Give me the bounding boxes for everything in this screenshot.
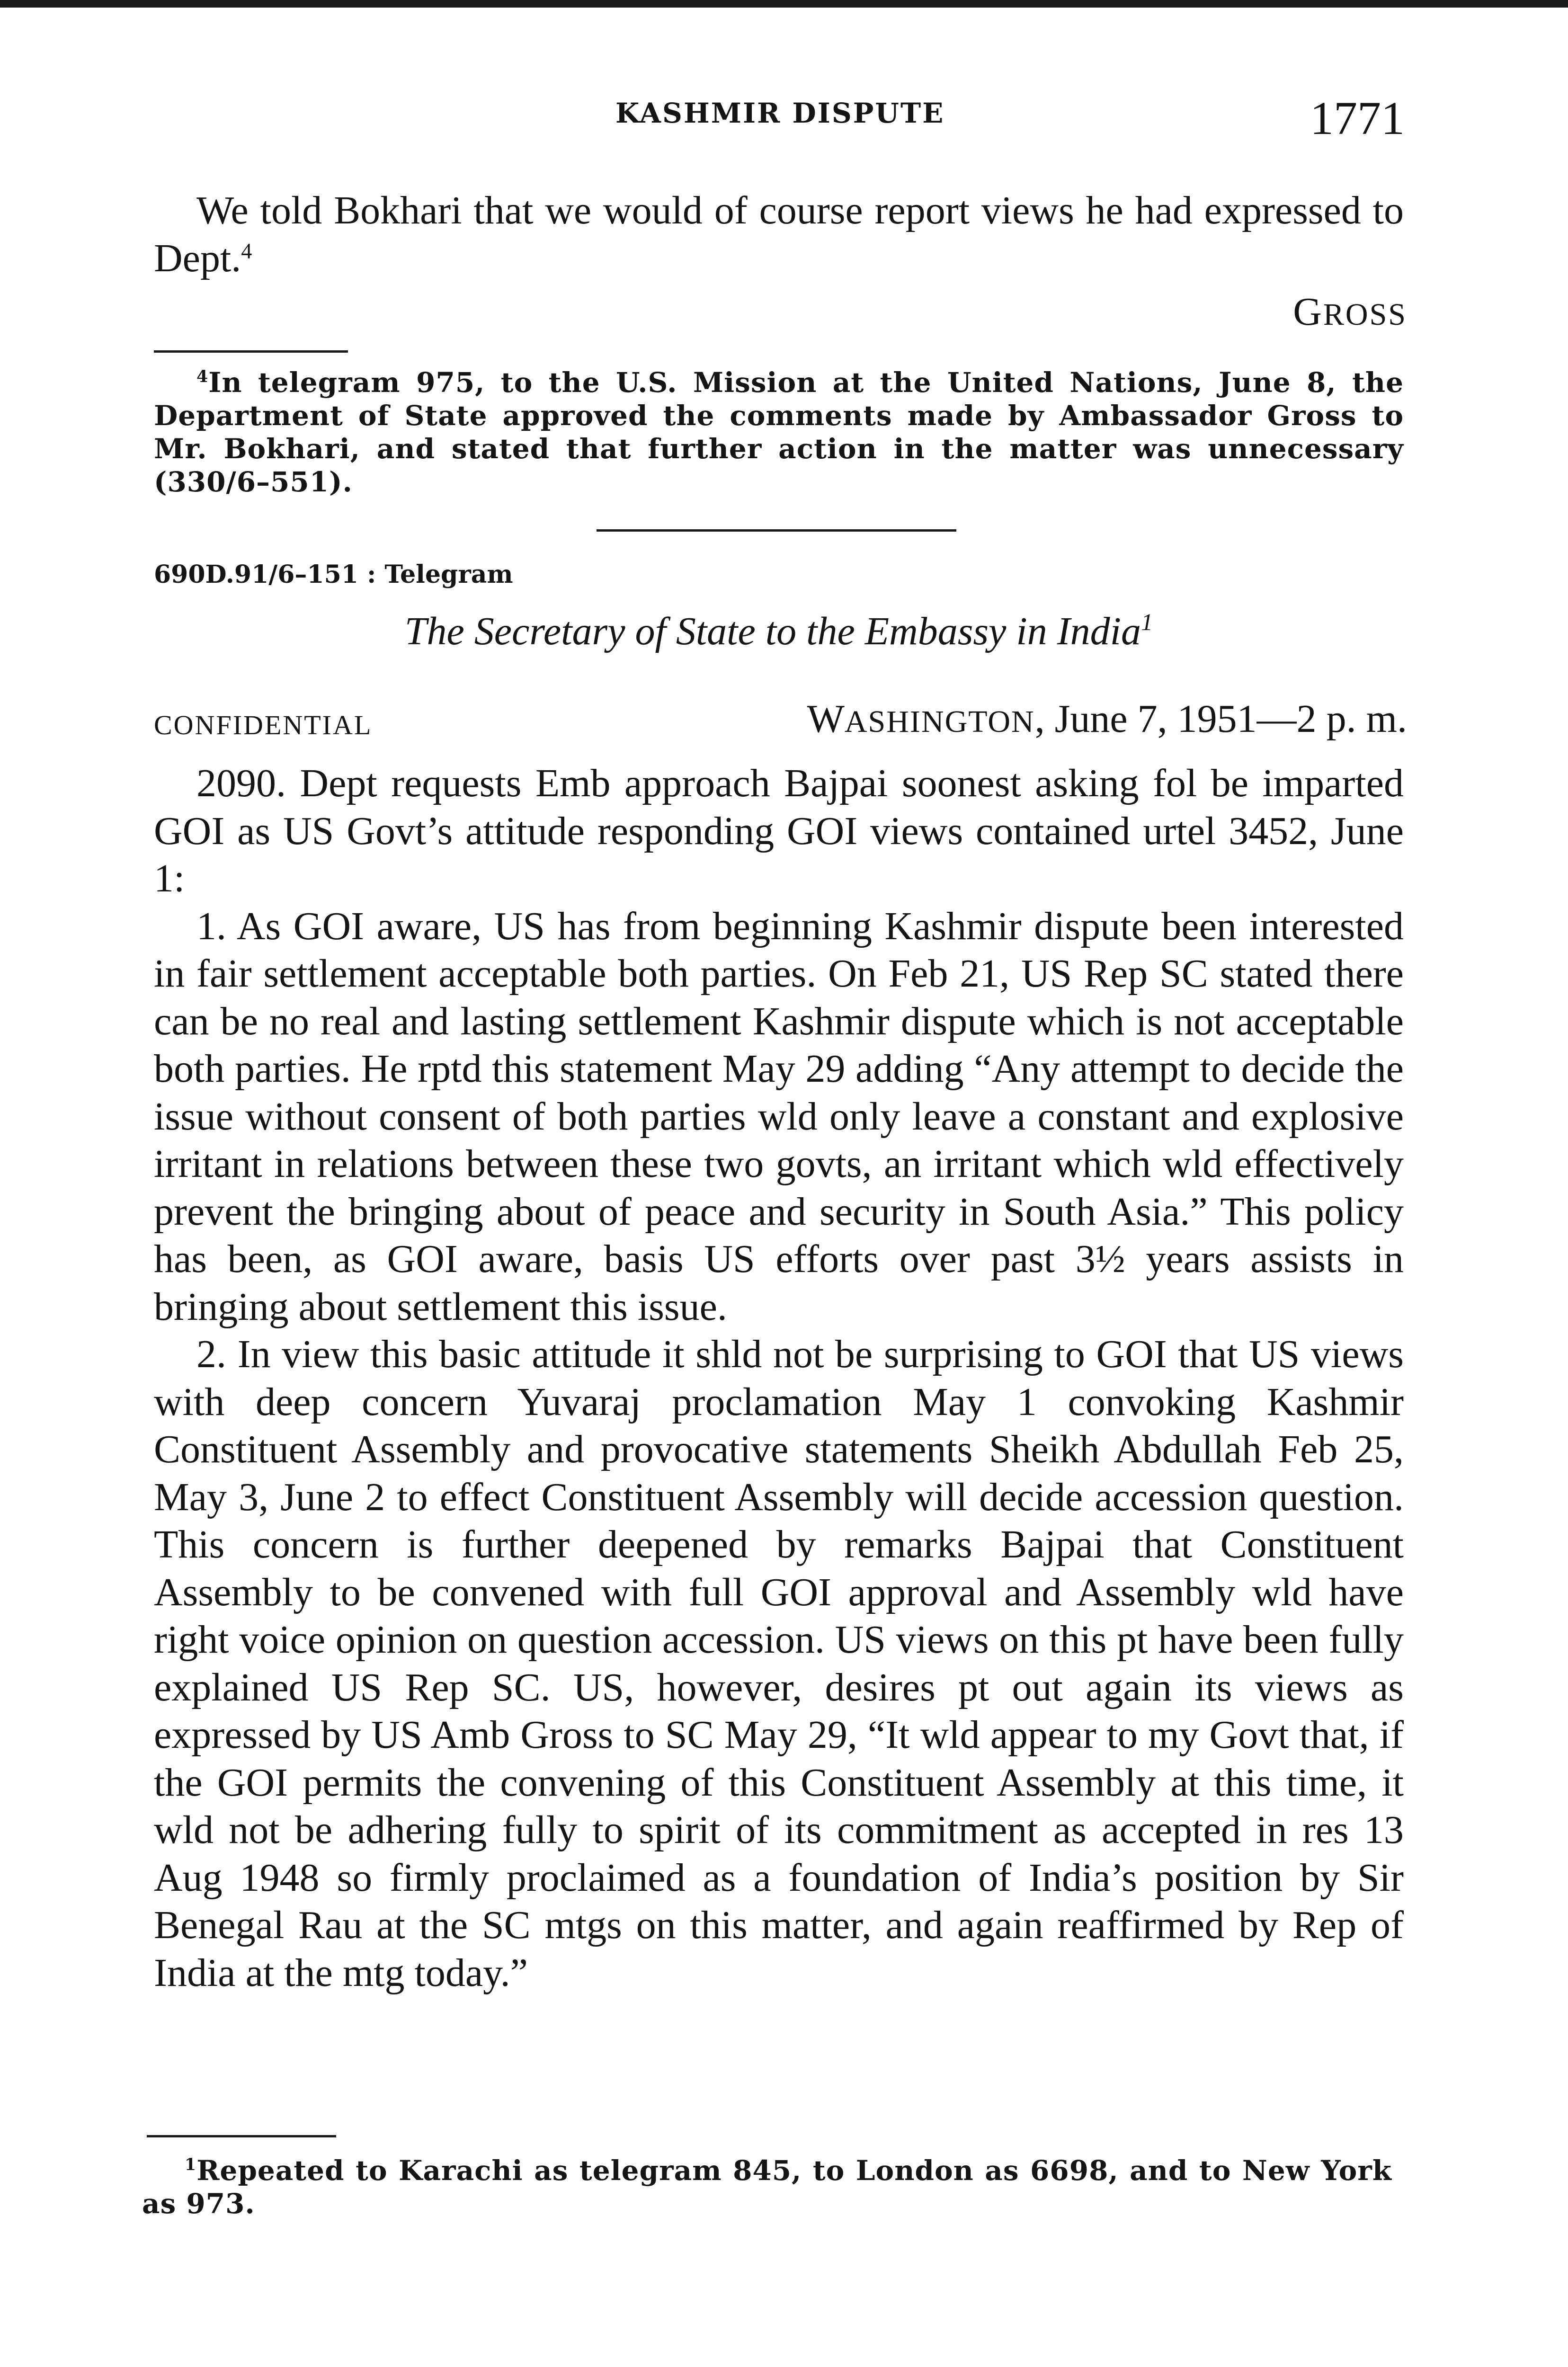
carryover-text: We told Bokhari that we would of course report views he had expressed to Dept.	[154, 188, 1404, 280]
dateline	[807, 696, 1407, 742]
dateline-initial: W	[807, 697, 845, 741]
footnote-marker: 4	[196, 367, 209, 387]
signature	[1293, 289, 1407, 335]
page-top-edge	[0, 0, 1568, 8]
footnote-text: In telegram 975, to the U.S. Mission at the United Nations, June 8, the Department of State approved the comments made by Ambassador Gross to Mr. Bokhari, and stated that further action in the matter was unnecessary (330/6–551).	[154, 366, 1404, 498]
section-divider	[597, 529, 956, 532]
page-number: 1771	[1310, 92, 1405, 144]
footnote-4	[154, 366, 1404, 498]
dateline-date: , June 7, 1951—2 p. m.	[1034, 697, 1407, 741]
footnote-ref-4: 4	[241, 238, 252, 263]
paragraph: 2090. Dept requests Emb approach Bajpai soonest asking fol be imparted GOI as US Govt’s attitude responding GOI views contained urtel 3452, June 1:	[154, 761, 1404, 900]
running-head: KASHMIR DISPUTE	[615, 97, 945, 129]
footnote-ref-1: 1	[1141, 608, 1153, 635]
document-file-number: 690D.91/6–151 : Telegram	[154, 560, 513, 589]
carryover-paragraph	[154, 187, 1404, 282]
dateline-city: ASHINGTON	[844, 704, 1035, 739]
footnote-rule	[154, 350, 348, 353]
telegram-body	[154, 760, 1404, 1997]
title-text: The Secretary of State to the Embassy in India	[404, 609, 1141, 653]
paragraph: 1. As GOI aware, US has from beginning Kashmir dispute been interested in fair settlement acceptable both parties. On Feb 21, US Rep SC stated there can be no real and lasting settlement Kashmir dispute which is not acceptable both parties. He rptd this statement May 29 adding “Any attempt to decide the issue without consent of both parties wld only leave a constant and explosive irritant in relations between these two govts, an irritant which wld effectively prevent the bringing about of peace and security in South Asia.” This policy has been, as GOI aware, basis US efforts over past 3½ years assists in bringing about settlement this issue.	[154, 904, 1404, 1329]
document-title	[154, 608, 1404, 654]
footnote-marker: 1	[185, 2155, 197, 2175]
footnote-rule	[147, 2135, 336, 2137]
classification: CONFIDENTIAL	[154, 710, 373, 740]
footnote-text: Repeated to Karachi as telegram 845, to London as 6698, and to New York as 973.	[142, 2154, 1392, 2220]
paragraph: 2. In view this basic attitude it shld not be surprising to GOI that US views with deep concern Yuvaraj proclamation May 1 convoking Kashmir Constituent Assembly and provocative statements Sheikh Abdullah Feb 25, May 3, June 2 to effect Constituent Assembly will decide accession question. This concern is further deepened by remarks Bajpai that Constituent Assembly to be convened with full GOI approval and Assembly wld have right voice opinion on question accession. US views on this pt have been fully explained US Rep SC. US, however, desires pt out again its views as expressed by US Amb Gross to SC May 29, “It wld appear to my Govt that, if the GOI permits the convening of this Constituent Assembly at this time, it wld not be adhering fully to spirit of its commitment as accepted in res 13 Aug 1948 so firmly proclaimed as a foundation of India’s position by Sir Benegal Rau at the SC mtgs on this matter, and again reaffirmed by Rep of India at the mtg today.”	[154, 1332, 1404, 1995]
footnote-1	[142, 2154, 1392, 2220]
signature-initial: G	[1293, 290, 1323, 334]
signature-rest: ROSS	[1323, 297, 1407, 332]
